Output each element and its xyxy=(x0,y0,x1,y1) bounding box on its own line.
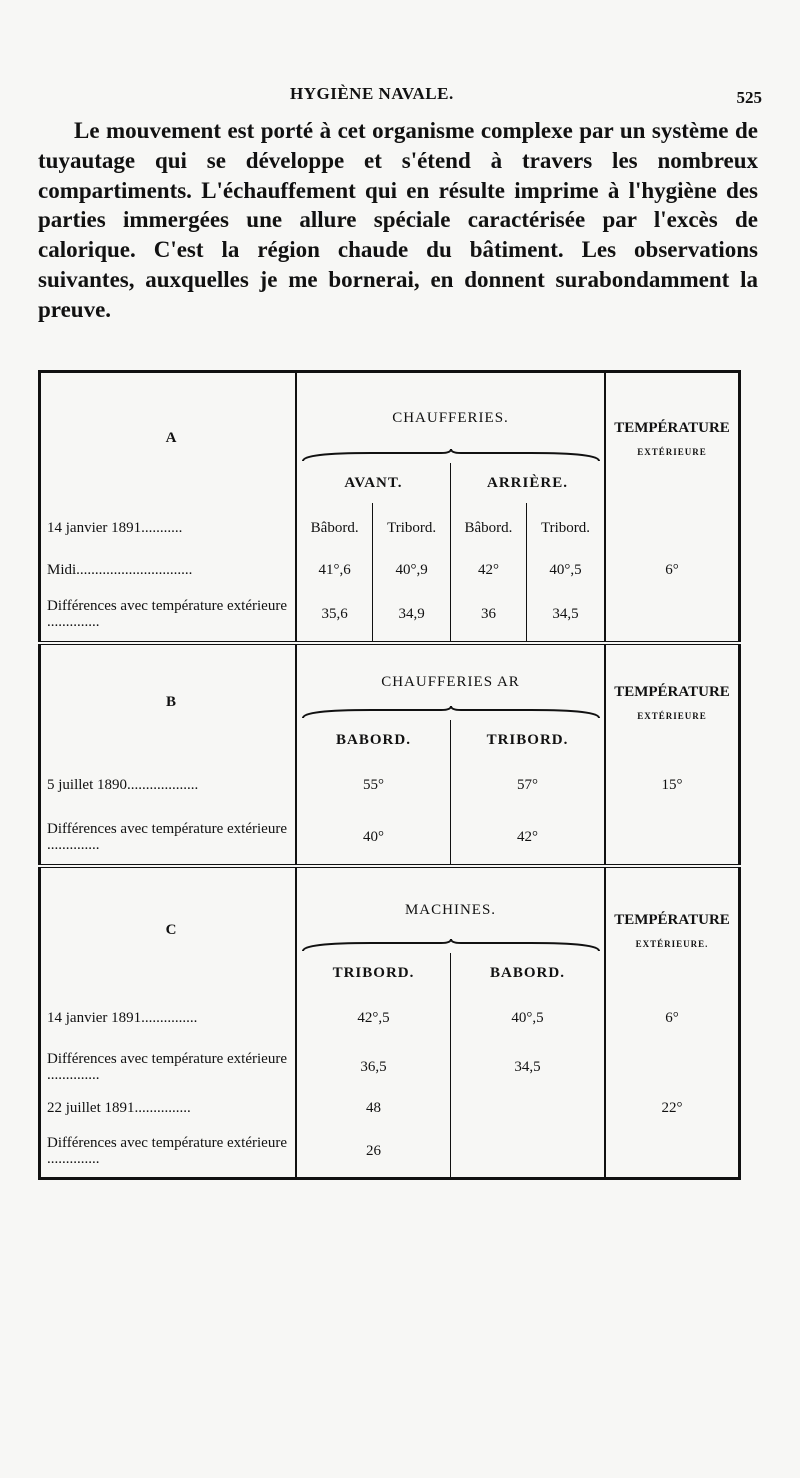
section-b-sub-left: BABORD. xyxy=(336,731,411,748)
section-a-col-2: Tribord. xyxy=(373,503,451,553)
section-c-brace xyxy=(296,939,605,953)
section-c-row4-v1: 26 xyxy=(365,1142,381,1159)
section-b-row2-v1: 40° xyxy=(362,828,384,845)
section-a-group-title: CHAUFFERIES. xyxy=(392,409,509,426)
section-c-row1-v2: 40°,5 xyxy=(450,993,605,1043)
section-a-row2-label: Différences avec température extérieure .............. xyxy=(40,587,297,643)
section-a-row1-v4: 40°,5 xyxy=(526,553,605,587)
section-b-row2-label: Différences avec température extérieure .............. xyxy=(40,810,297,866)
section-a-row1-ext: 6° xyxy=(605,553,740,587)
page-header xyxy=(0,84,800,108)
section-a-row1-v2: 40°,9 xyxy=(373,553,451,587)
section-b-row1-ext: 15° xyxy=(605,760,740,810)
section-c-row1-ext: 6° xyxy=(605,993,740,1043)
section-a-row1-v1: 41°,6 xyxy=(318,561,351,578)
section-b-row1-v2: 57° xyxy=(450,760,605,810)
section-a-ext-header xyxy=(605,372,740,504)
section-c-letter: C xyxy=(40,868,297,993)
section-c-row4-v2 xyxy=(450,1125,605,1179)
section-a-brace xyxy=(296,449,605,463)
section-a-row2-v3: 36 xyxy=(450,587,526,643)
section-b-letter: B xyxy=(40,645,297,760)
section-c-ext-sub: EXTÉRIEURE. xyxy=(635,939,709,949)
section-b-row1-v1: 55° xyxy=(362,776,384,793)
section-c-ext-title: TEMPÉRATURE xyxy=(614,912,730,928)
section-a-col-4: Tribord. xyxy=(526,503,605,553)
section-c-row4-label: Différences avec température extérieure .............. xyxy=(40,1125,297,1179)
section-c-row3-v2 xyxy=(450,1091,605,1125)
section-b-ext-sub: EXTÉRIEURE xyxy=(637,711,707,721)
section-c-ext-header xyxy=(605,868,740,993)
section-a-row2-v4: 34,5 xyxy=(526,587,605,643)
section-a-date: 14 janvier 1891........... xyxy=(40,503,297,553)
section-c-row3-ext: 22° xyxy=(605,1091,740,1125)
section-c-sub-left: TRIBORD. xyxy=(332,964,415,981)
section-c-row1-v1: 42°,5 xyxy=(357,1009,390,1026)
section-a-col-3: Bâbord. xyxy=(450,503,526,553)
section-b-sub-right: TRIBORD. xyxy=(450,720,605,760)
section-c-row3-label: 22 juillet 1891............... xyxy=(40,1091,297,1125)
temperature-table xyxy=(38,370,741,1180)
section-a-row1-label: Midi............................... xyxy=(40,553,297,587)
section-c-row2-label: Différences avec température extérieure .............. xyxy=(40,1043,297,1091)
section-a-header xyxy=(40,372,740,450)
section-c-row2-v1: 36,5 xyxy=(360,1058,387,1075)
section-c-row1-label: 14 janvier 1891............... xyxy=(40,993,297,1043)
intro-paragraph: Le mouvement est porté à cet organisme complexe par un système de tuyautage qui se développe et s'étend à travers les nombreux compartiments. L'échauffement qui en résulte imprime à l'hygiène des parties immergées une allure spéciale caractérisée par l'excès de calorique. C'est la région chaude du bâtiment. Les observations suivantes, auxquelles je me bornerai, en donnent surabondamment la preuve. xyxy=(38,118,758,322)
section-a-letter: A xyxy=(40,372,297,504)
section-a-col-1: Bâbord. xyxy=(310,519,359,536)
section-b-ext-title: TEMPÉRATURE xyxy=(614,684,730,700)
section-a-ext-title: TEMPÉRATURE xyxy=(614,419,730,436)
section-c-sub-right: BABORD. xyxy=(450,953,605,993)
section-b-ext-header xyxy=(605,645,740,760)
section-a-sub-right: ARRIÈRE. xyxy=(450,463,605,503)
section-b-group-title: CHAUFFERIES AR xyxy=(381,674,520,690)
section-a-row2-v2: 34,9 xyxy=(373,587,451,643)
section-b-brace xyxy=(296,706,605,720)
section-a-sub-left: AVANT. xyxy=(344,474,403,491)
section-c-row3-v1: 48 xyxy=(365,1099,381,1116)
section-a-row1-v3: 42° xyxy=(450,553,526,587)
running-head: HYGIÈNE NAVALE. xyxy=(290,84,454,103)
section-b-row1-label: 5 juillet 1890................... xyxy=(40,760,297,810)
section-c-row2-v2: 34,5 xyxy=(450,1043,605,1091)
section-a-ext-sub: EXTÉRIEURE xyxy=(637,446,707,457)
section-a-row2-v1: 35,6 xyxy=(321,605,348,622)
section-b-row2-v2: 42° xyxy=(450,810,605,866)
page-number: 525 xyxy=(736,88,762,107)
section-c-group-title: MACHINES. xyxy=(404,902,497,918)
